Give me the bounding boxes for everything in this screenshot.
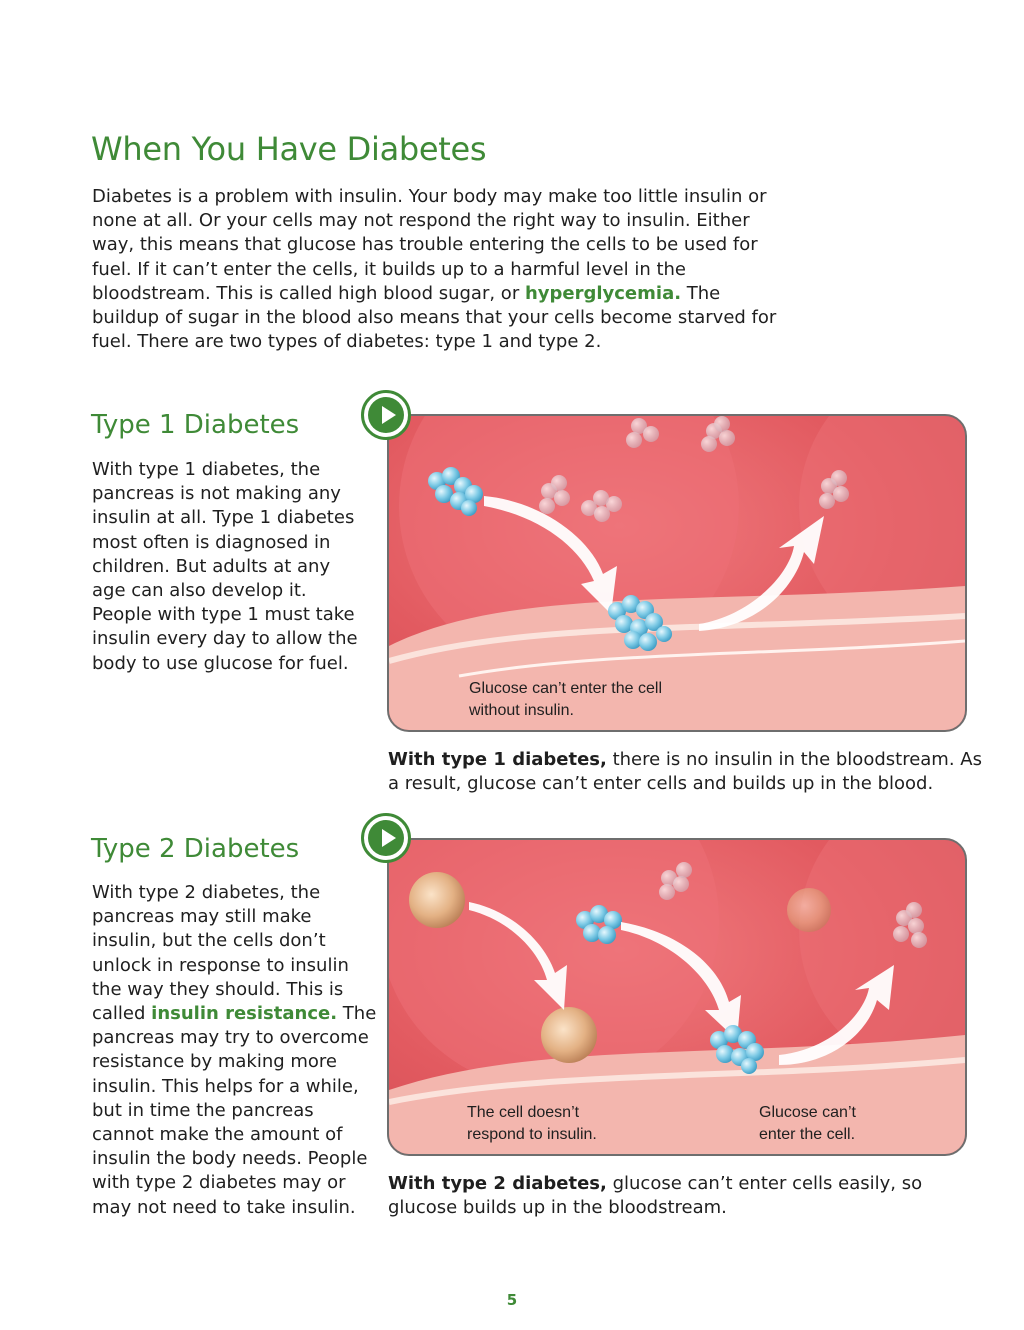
type2-text — [92, 881, 377, 1220]
type2-figure-caption — [388, 1172, 988, 1220]
intro-text-1: Diabetes is a problem with insulin. Your body may make too little insulin or none at all. Or your cells may not respond the right way to insulin. Either way, this means that glucose has trouble entering the cells to be used for fuel. If it can’t enter the cells, it builds up to a harmful level in the bloodstream. This is called high blood sugar, or — [92, 186, 767, 304]
type1-illustration-caption: Glucose can’t enter the cell without insulin. — [469, 680, 662, 719]
play-icon — [368, 820, 404, 856]
type1-text: With type 1 diabetes, the pancreas is not making any insulin at all. Type 1 diabetes most often is diagnosed in children. But adults at any age can also develop it. People with type 1 must take insulin every day to allow the body to use glucose for fuel. — [92, 459, 358, 674]
type1-heading: Type 1 Diabetes — [91, 410, 300, 440]
type2-text-1: With type 2 diabetes, the pancreas may still make insulin, but the cells don’t unlock in response to insulin the way they should. This is called — [92, 882, 349, 1025]
page-number: 5 — [506, 1291, 518, 1309]
type2-figure-caption-bold: With type 2 diabetes, — [388, 1173, 607, 1194]
intro-text-2: The buildup of sugar in the blood also means that your cells become starved for fuel. There are two types of diabetes: type 1 and type 2. — [92, 282, 777, 353]
intro-paragraph — [92, 185, 792, 354]
type1-play-button[interactable] — [361, 390, 411, 440]
type2-play-button[interactable] — [361, 813, 411, 863]
play-icon-triangle — [382, 406, 396, 424]
type1-figure-caption-text: there is no insulin in the bloodstream. As a result, glucose can’t enter cells and builds up in the blood. — [388, 749, 982, 794]
play-icon — [368, 397, 404, 433]
term-hyperglycemia: hyperglycemia. — [524, 282, 682, 304]
term-insulin-resistance: insulin resistance. — [151, 1003, 338, 1025]
play-icon-triangle — [382, 829, 396, 847]
type2-caption-left: The cell doesn’t respond to insulin. — [467, 1104, 597, 1143]
type2-illustration — [387, 838, 967, 1156]
type2-heading: Type 2 Diabetes — [91, 834, 300, 864]
type2-caption-right: Glucose can’t enter the cell. — [759, 1104, 856, 1143]
type2-text-2: The pancreas may try to overcome resistance by making more insulin. This helps for a while, but in time the pancreas cannot make the amount of insulin the body needs. People with type 2 diabetes may or may not need to take insulin. — [92, 1003, 377, 1218]
type1-illustration — [387, 414, 967, 732]
page-title: When You Have Diabetes — [91, 130, 487, 168]
type1-figure-caption-bold: With type 1 diabetes, — [388, 749, 607, 770]
type2-figure-caption-text: glucose can’t enter cells easily, so glucose builds up in the bloodstream. — [388, 1173, 923, 1218]
type1-figure-caption — [388, 748, 988, 796]
